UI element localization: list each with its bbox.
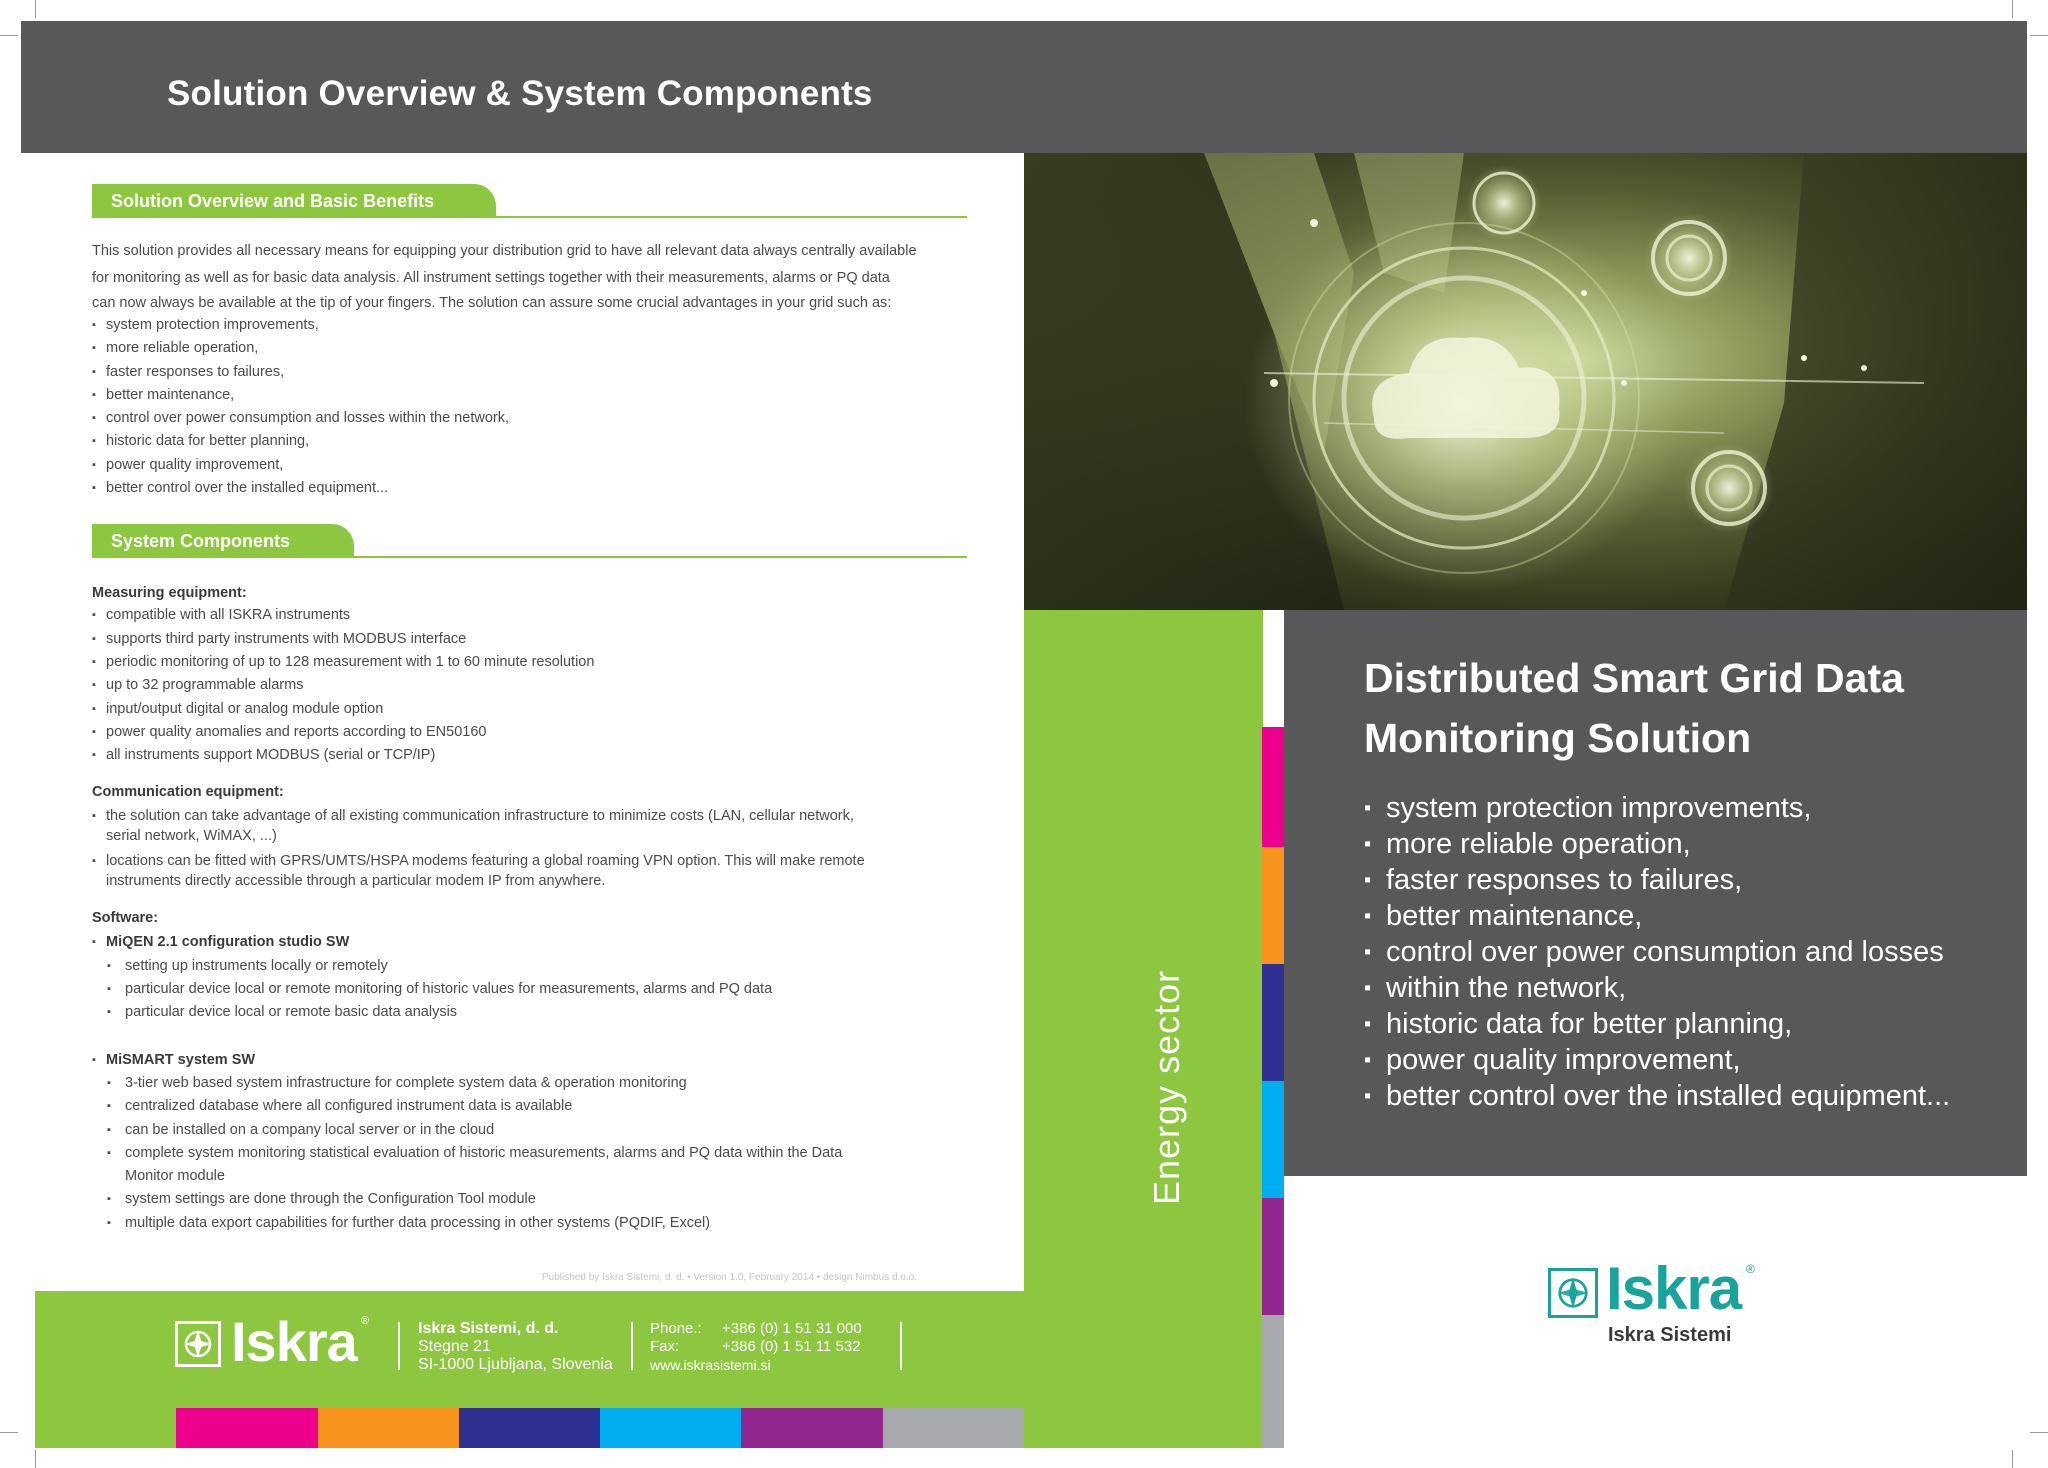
crop-mark <box>2030 1432 2048 1433</box>
left-page-content <box>92 184 972 1235</box>
measuring-heading: Measuring equipment: <box>92 585 247 602</box>
phone-number: +386 (0) 1 51 31 000 <box>722 1320 862 1337</box>
section-header-overview <box>92 184 972 218</box>
list-item: ▪ input/output digital or analog module option <box>92 698 972 721</box>
footer-divider <box>398 1322 400 1370</box>
section-divider <box>92 216 967 218</box>
list-item-line: ▪ locations can be fitted with GPRS/UMTS/HSPA modems featuring a global roaming VPN option. This will make remote <box>106 853 865 870</box>
fax-number: +386 (0) 1 51 11 532 <box>722 1338 861 1355</box>
section-tab-label: Solution Overview and Basic Benefits <box>92 184 496 218</box>
list-item: ▪ particular device local or remote basic data analysis <box>92 1001 972 1024</box>
paragraph-line: for monitoring as well as for basic data analysis. All instrument settings together with their measurements, alarms or PQ data <box>92 270 890 286</box>
crop-mark <box>0 35 18 36</box>
registered-mark: ® <box>361 1315 370 1327</box>
list-item: ▪ better control over the installed equipment... <box>1364 1078 2004 1114</box>
paragraph-line: This solution provides all necessary means for equipping your distribution grid to have all relevant data always centrally available <box>92 243 917 259</box>
iskra-logo-icon <box>175 1321 221 1367</box>
list-item <box>92 1142 972 1189</box>
fax-label: Fax: <box>650 1338 680 1355</box>
list-item: ▪ control over power consumption and losses <box>1364 934 2004 970</box>
list-item: ▪ supports third party instruments with MODBUS interface <box>92 628 972 651</box>
list-item: ▪ system settings are done through the Configuration Tool module <box>92 1188 972 1211</box>
color-strip-cyan <box>1262 1081 1284 1198</box>
bottom-strip-orange <box>318 1408 459 1448</box>
publisher-note: Published by Iskra Sistemi, d. d. • Version 1.0, February 2014 • design Nimbus d.o.o. <box>542 1272 917 1283</box>
miqen-list <box>92 955 972 1025</box>
crop-mark <box>2012 0 2013 18</box>
color-strip-navy <box>1262 964 1284 1081</box>
color-strip-pink <box>1262 727 1284 847</box>
cover-title-line: Monitoring Solution <box>1364 715 1752 761</box>
software-list <box>92 931 972 954</box>
list-item: ▪ better maintenance, <box>1364 898 2004 934</box>
software-list <box>92 1049 972 1072</box>
list-item: ▪ system protection improvements, <box>92 314 972 337</box>
software-heading: Software: <box>92 910 159 927</box>
footer-divider <box>900 1322 902 1370</box>
hero-photo <box>1024 153 2027 610</box>
list-item: ▪ historic data for better planning, <box>92 430 972 453</box>
section-tab-label: System Components <box>92 524 354 558</box>
phone-label: Phone.: <box>650 1320 702 1337</box>
list-item: ▪ centralized database where all configured instrument data is available <box>92 1095 972 1118</box>
footer-contact <box>650 1320 862 1374</box>
list-item: ▪ setting up instruments locally or remotely <box>92 955 972 978</box>
footer-logo-text: Iskra <box>231 1310 357 1373</box>
color-strip-orange <box>1262 847 1284 964</box>
list-item-line: ▪ the solution can take advantage of all existing communication infrastructure to minimize costs (LAN, cellular network, <box>106 808 854 825</box>
list-item: ▪ better maintenance, <box>92 384 972 407</box>
list-item: ▪ power quality improvement, <box>1364 1042 2004 1078</box>
registered-mark: ® <box>1746 1262 1755 1276</box>
footer-divider <box>631 1322 633 1370</box>
page-title: Solution Overview & System Components <box>167 74 873 113</box>
list-item: ▪ power quality improvement, <box>92 454 972 477</box>
company-name: Iskra Sistemi, d. d. <box>418 1320 559 1337</box>
street-address: Stegne 21 <box>418 1338 491 1355</box>
list-item: ▪ control over power consumption and losses within the network, <box>92 407 972 430</box>
section-header-components <box>92 524 972 558</box>
cover-panel <box>1284 610 2027 1176</box>
bottom-strip-pink <box>176 1408 318 1448</box>
bottom-strip-cyan <box>600 1408 741 1448</box>
footer-address <box>418 1320 613 1374</box>
section-divider <box>92 556 967 558</box>
list-item: ▪ MiSMART system SW <box>92 1049 972 1072</box>
color-strip-gray <box>1262 1315 1284 1448</box>
iskra-logo-icon <box>1548 1268 1598 1318</box>
list-item: ▪ faster responses to failures, <box>1364 862 2004 898</box>
crop-mark <box>2012 1450 2013 1468</box>
bottom-strip-navy <box>459 1408 600 1448</box>
list-item: ▪ faster responses to failures, <box>92 361 972 384</box>
cover-bullet-list <box>1364 790 2004 1114</box>
crop-mark <box>35 1450 36 1468</box>
crop-mark <box>2030 35 2048 36</box>
list-item-line: instruments directly accessible through a particular modem IP from anywhere. <box>106 872 606 889</box>
list-item: ▪ historic data for better planning, <box>1364 1006 2004 1042</box>
benefits-list <box>92 314 972 500</box>
crop-mark <box>0 1432 18 1433</box>
list-item: ▪ 3-tier web based system infrastructure for complete system data & operation monitoring <box>92 1072 972 1095</box>
list-item: ▪ can be installed on a company local server or in the cloud <box>92 1119 972 1142</box>
list-item: ▪ better control over the installed equipment... <box>92 477 972 500</box>
bottom-strip-gray <box>883 1408 1024 1448</box>
paragraph-line: can now always be available at the tip of your fingers. The solution can assure some crucial advantages in your grid such as: <box>92 295 892 311</box>
list-item <box>92 807 972 846</box>
iskra-emblem-icon <box>1551 1271 1595 1315</box>
communication-heading: Communication equipment: <box>92 784 284 801</box>
list-item: ▪ up to 32 programmable alarms <box>92 674 972 697</box>
list-item: ▪ system protection improvements, <box>1364 790 2004 826</box>
website-link[interactable]: www.iskrasistemi.si <box>650 1357 771 1373</box>
city-address: SI-1000 Ljubljana, Slovenia <box>418 1356 613 1373</box>
list-item <box>92 852 972 891</box>
list-item: ▪ more reliable operation, <box>1364 826 2004 862</box>
list-item: ▪ more reliable operation, <box>92 337 972 360</box>
cover-title-line: Distributed Smart Grid Data <box>1364 655 1904 701</box>
cloud-network-illustration <box>1024 153 2027 610</box>
list-item: ▪ multiple data export capabilities for further data processing in other systems (PQDIF, Excel) <box>92 1212 972 1235</box>
energy-sector-label: Energy sector <box>1146 969 1187 1205</box>
cover-logo-text: Iskra <box>1606 1255 1742 1322</box>
color-strip-purple <box>1262 1198 1284 1315</box>
list-item-line: ▪ complete system monitoring statistical evaluation of historic measurements, alarms and PQ data within the Data <box>125 1144 843 1161</box>
overview-paragraph <box>92 238 972 314</box>
list-item: ▪ all instruments support MODBUS (serial or TCP/IP) <box>92 744 972 767</box>
list-item: ▪ power quality anomalies and reports according to EN50160 <box>92 721 972 744</box>
list-item-line: Monitor module <box>125 1168 225 1185</box>
crop-mark <box>35 0 36 18</box>
iskra-emblem-icon <box>178 1324 218 1364</box>
list-item: ▪ MiQEN 2.1 configuration studio SW <box>92 931 972 954</box>
cover-title <box>1364 648 1964 768</box>
list-item: ▪ compatible with all ISKRA instruments <box>92 604 972 627</box>
list-item-continuation: ▪ within the network, <box>1364 970 2004 1006</box>
bottom-strip-purple <box>741 1408 883 1448</box>
list-item: ▪ particular device local or remote monitoring of historic values for measurements, alarms and PQ data <box>92 978 972 1001</box>
mismart-list <box>92 1072 972 1235</box>
measuring-list <box>92 604 972 767</box>
list-item: ▪ periodic monitoring of up to 128 measurement with 1 to 60 minute resolution <box>92 651 972 674</box>
communication-list <box>92 807 972 891</box>
cover-logo-subtitle: Iskra Sistemi <box>1608 1324 1732 1346</box>
list-item-line: serial network, WiMAX, ...) <box>106 827 277 844</box>
